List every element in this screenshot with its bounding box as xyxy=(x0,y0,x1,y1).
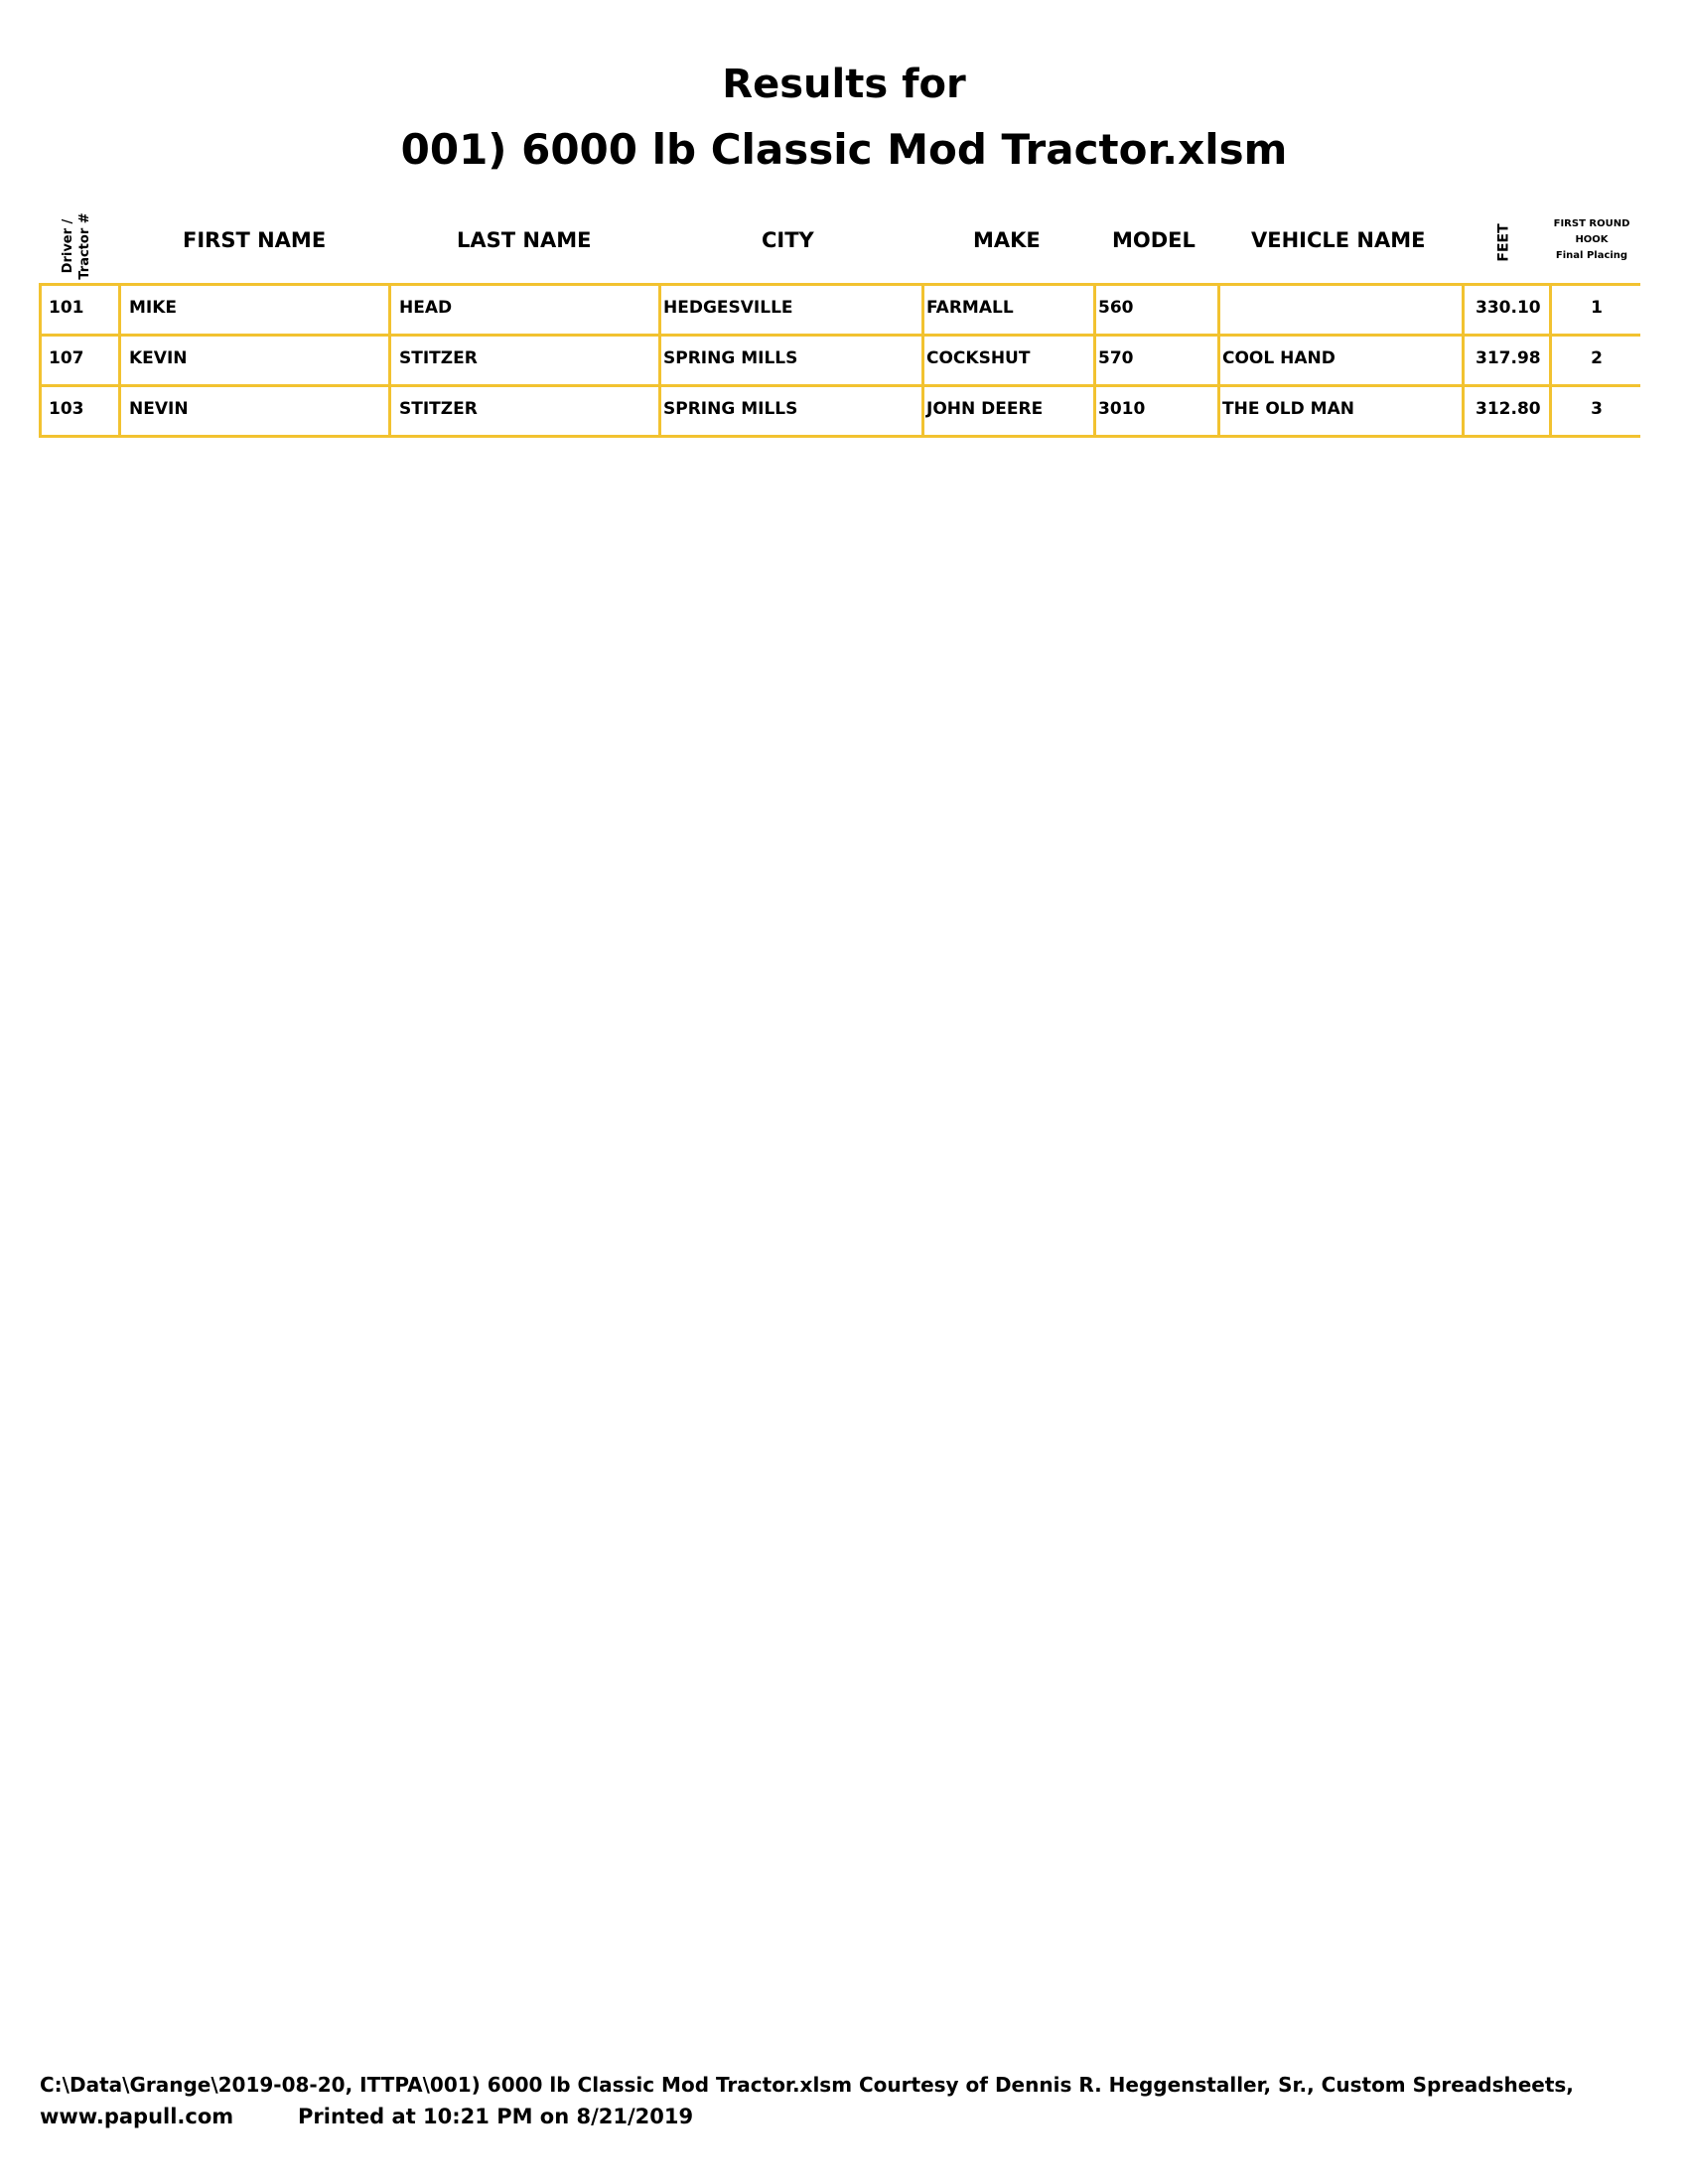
table-col-line xyxy=(1093,283,1096,438)
footer-file-path: C:\Data\Grange\2019-08-20, ITTPA\001) 6000 lb Classic Mod Tractor.xlsm Courtesy of Dennis R. Heggenstaller, Sr., Custom Spreadsheets, xyxy=(40,2073,1574,2097)
header-last-name: LAST NAME xyxy=(457,228,592,252)
table-line-bottom xyxy=(39,435,1640,438)
table-col-line xyxy=(39,283,42,438)
table-line-row1 xyxy=(39,334,1640,337)
header-driver-line1: Driver / xyxy=(61,218,75,274)
header-feet: FEET xyxy=(1495,223,1512,262)
cell-feet: 312.80 xyxy=(1476,399,1541,419)
footer-website: www.papull.com xyxy=(40,2105,234,2128)
cell-placing: 3 xyxy=(1591,399,1603,419)
header-vehicle-name: VEHICLE NAME xyxy=(1251,228,1426,252)
table-line-row2 xyxy=(39,384,1640,387)
header-model: MODEL xyxy=(1112,228,1196,252)
header-make: MAKE xyxy=(973,228,1041,252)
header-city: CITY xyxy=(762,228,814,252)
header-first-name: FIRST NAME xyxy=(183,228,327,252)
table-col-line xyxy=(1462,283,1465,438)
header-driver-line2: Tractor # xyxy=(77,212,92,280)
cell-vehicle-name: THE OLD MAN xyxy=(1222,399,1354,419)
cell-make: JOHN DEERE xyxy=(926,399,1044,419)
header-placing-line1: FIRST ROUND xyxy=(1553,218,1630,229)
table-col-line xyxy=(658,283,661,438)
cell-city: SPRING MILLS xyxy=(663,348,798,368)
header-driver-tractor xyxy=(60,211,99,281)
cell-last-name: STITZER xyxy=(399,399,478,419)
cell-model: 560 xyxy=(1098,298,1134,318)
cell-placing: 2 xyxy=(1591,348,1603,368)
cell-tractor-number: 107 xyxy=(49,348,84,368)
cell-feet: 317.98 xyxy=(1476,348,1541,368)
footer-printed: Printed at 10:21 PM on 8/21/2019 xyxy=(298,2105,694,2128)
cell-model: 570 xyxy=(1098,348,1134,368)
cell-city: HEDGESVILLE xyxy=(663,298,793,318)
cell-model: 3010 xyxy=(1098,399,1146,419)
table-col-line xyxy=(118,283,121,438)
cell-first-name: KEVIN xyxy=(129,348,188,368)
cell-make: COCKSHUT xyxy=(926,348,1031,368)
cell-first-name: NEVIN xyxy=(129,399,189,419)
table-col-line xyxy=(921,283,924,438)
table-col-line xyxy=(388,283,391,438)
header-placing-line2: HOOK xyxy=(1575,234,1609,245)
cell-city: SPRING MILLS xyxy=(663,399,798,419)
table-line-top xyxy=(39,283,1640,286)
table-col-line xyxy=(1217,283,1220,438)
cell-last-name: STITZER xyxy=(399,348,478,368)
page-subtitle: 001) 6000 lb Classic Mod Tractor.xlsm xyxy=(400,125,1288,174)
cell-make: FARMALL xyxy=(926,298,1014,318)
cell-last-name: HEAD xyxy=(399,298,453,318)
cell-first-name: MIKE xyxy=(129,298,178,318)
header-placing-line3: Final Placing xyxy=(1555,250,1628,261)
cell-tractor-number: 103 xyxy=(49,399,84,419)
page-title: Results for xyxy=(722,62,966,107)
cell-vehicle-name: COOL HAND xyxy=(1222,348,1336,368)
header-placing xyxy=(1545,216,1638,264)
cell-feet: 330.10 xyxy=(1476,298,1541,318)
cell-placing: 1 xyxy=(1591,298,1603,318)
cell-tractor-number: 101 xyxy=(49,298,84,318)
